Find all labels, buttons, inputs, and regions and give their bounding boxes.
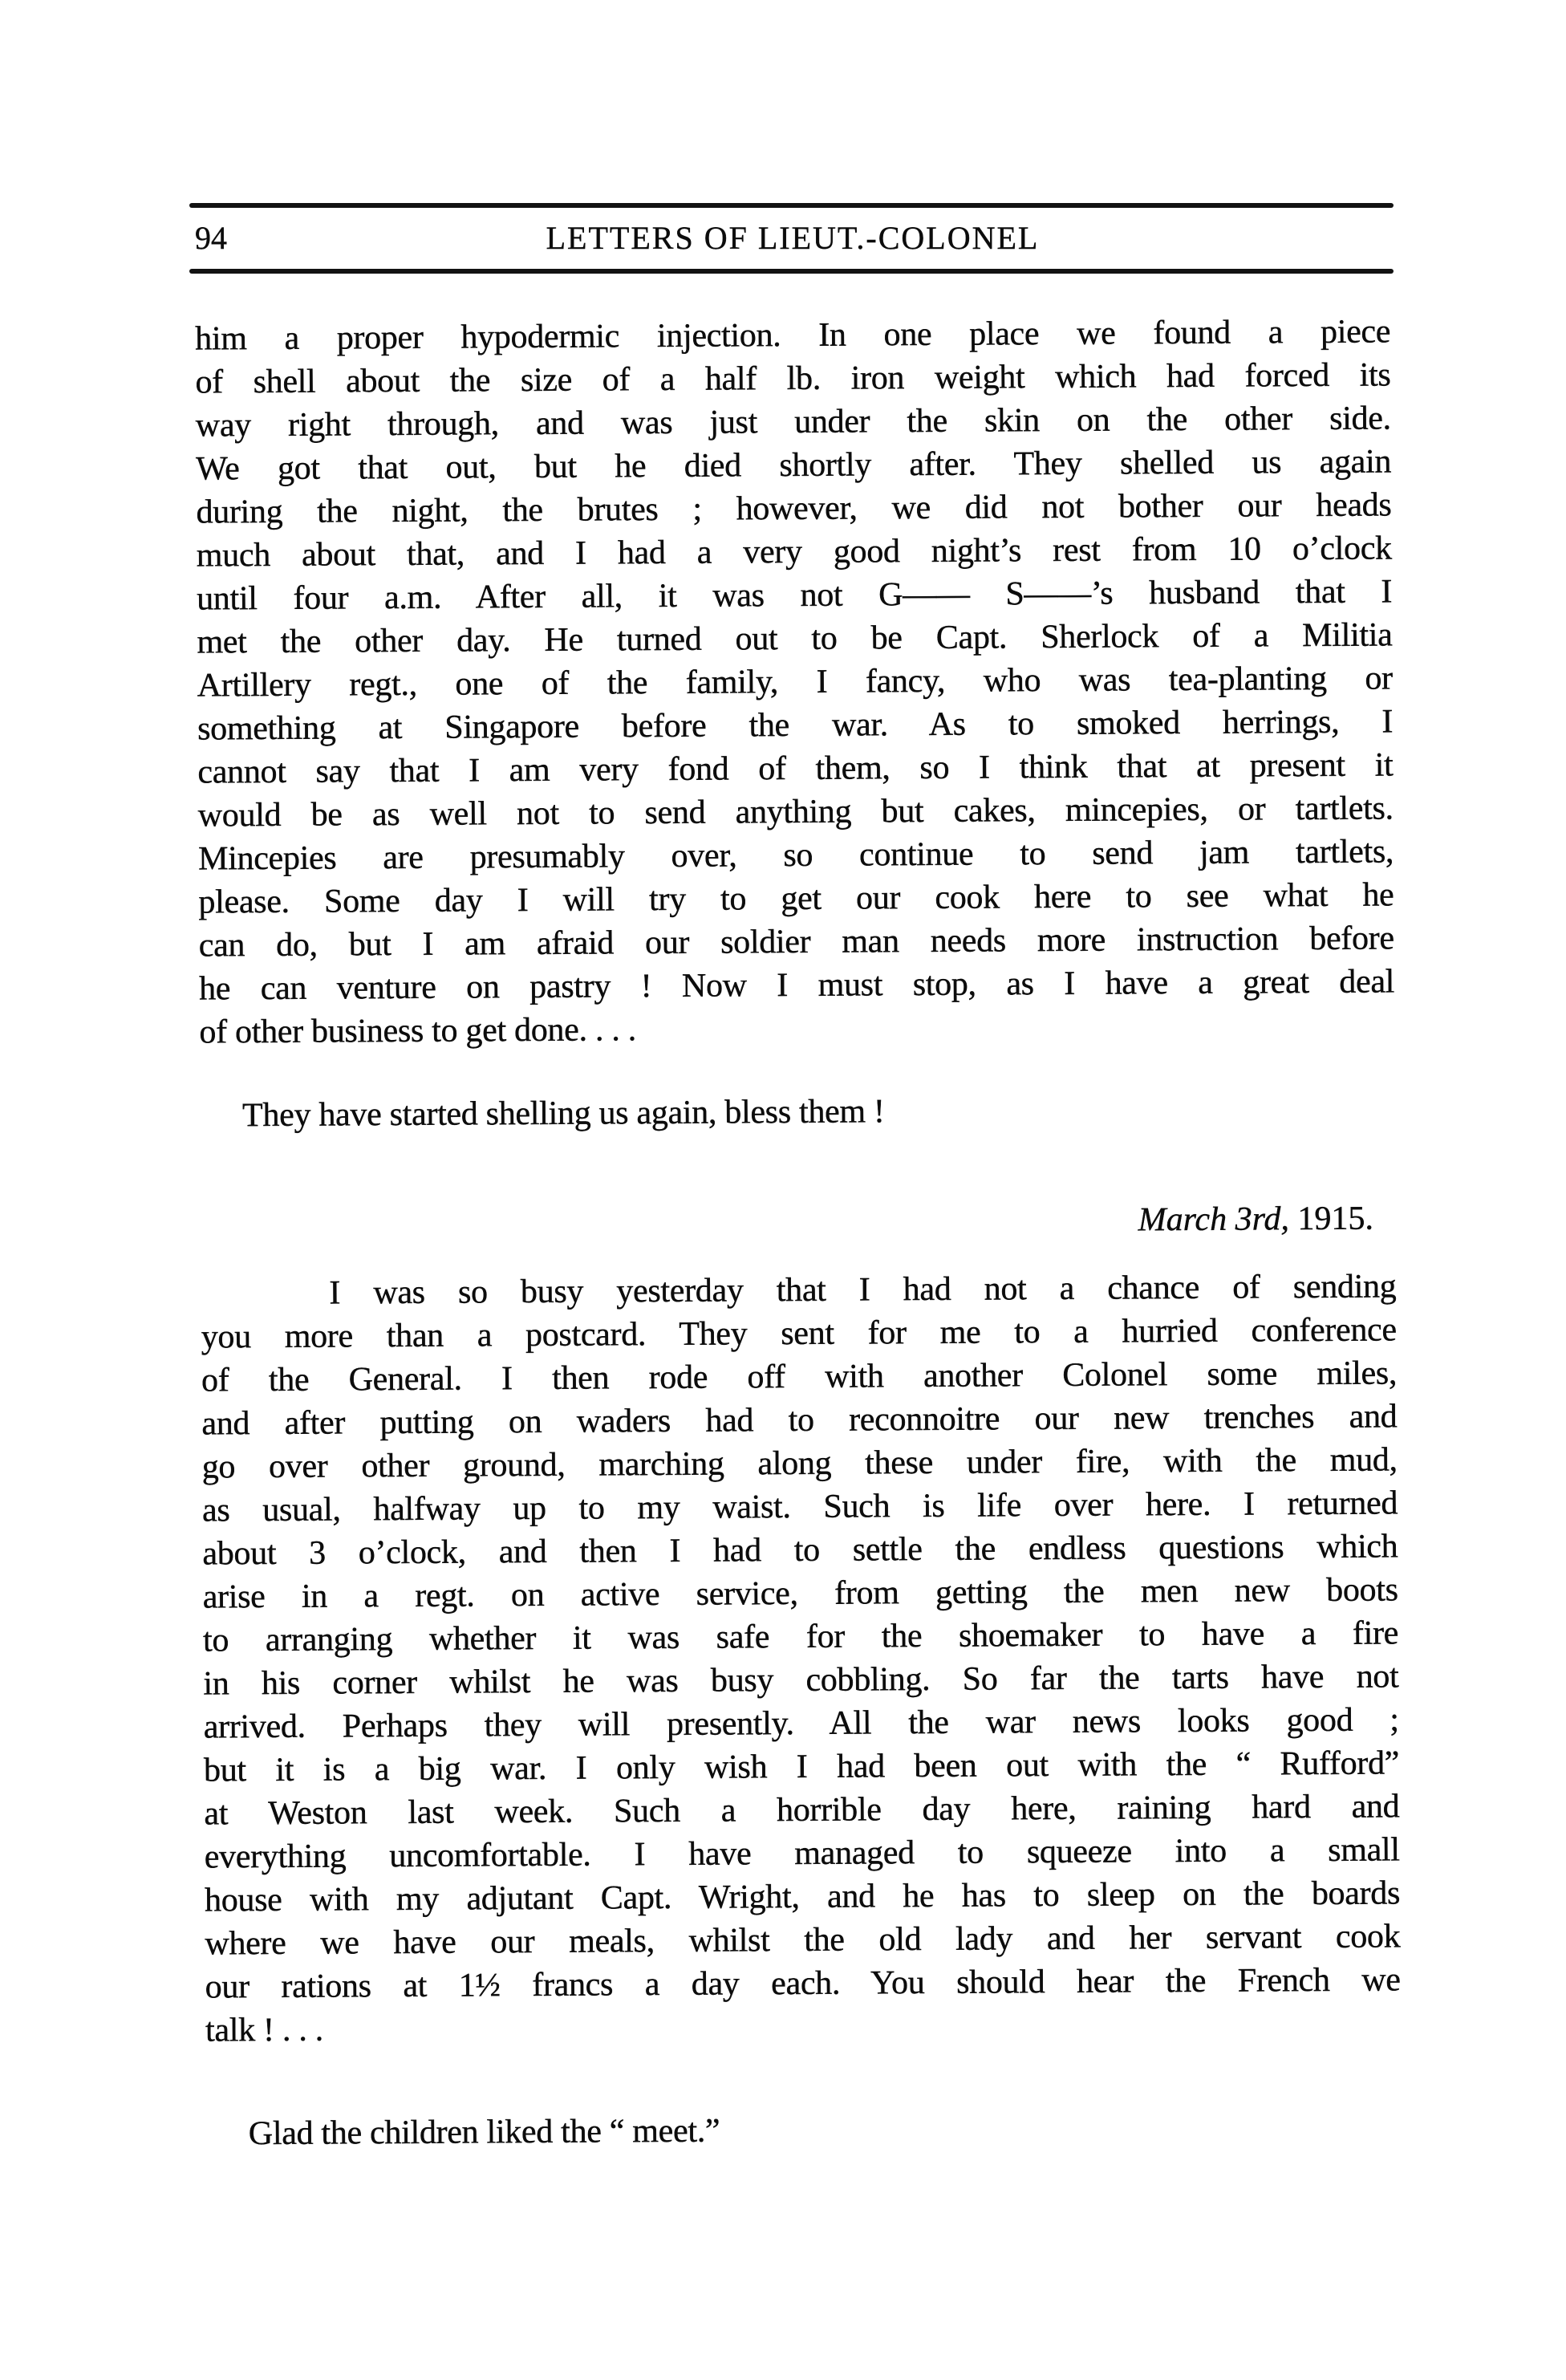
running-header (0, 0, 1566, 274)
text-line: Glad the children liked the “ meet.” (248, 2112, 720, 2153)
text-line: about 3 o’clock, and then I had to settle the endless questions which (202, 1528, 1398, 1573)
text-line: where we have our meals, whilst the old lady and her servant cook (205, 1918, 1401, 1963)
text-line: in his corner whilst he was busy cobbling. So far the tarts have not (203, 1658, 1399, 1703)
text-line: during the night, the brutes ; however, we did not bother our heads (196, 486, 1392, 531)
page-body (195, 310, 1402, 2155)
text-line: I was so busy yesterday that I had not a chance of sending (329, 1268, 1397, 1312)
paragraph-closing (206, 2105, 1402, 2155)
text-line: but it is a big war. I only wish I had been out with the “ Rufford” (203, 1744, 1400, 1789)
paragraph-letter1-continuation (195, 310, 1395, 1054)
text-line: at Weston last week. Such a horrible day here, raining hard and (204, 1788, 1400, 1833)
dateline-date: March 3rd, (1138, 1200, 1290, 1239)
text-line: something at Singapore before the war. As to smoked herrings, I (197, 703, 1394, 748)
text-line: he can venture on pastry ! Now I must stop, as I have a great deal (198, 963, 1395, 1008)
text-line: him a proper hypodermic injection. In one place we found a piece (195, 313, 1391, 358)
text-line: house with my adjutant Capt. Wright, and he has to sleep on the boards (204, 1874, 1401, 1919)
text-line: until four a.m. After all, it was not G—— S——’s husband that I (197, 573, 1393, 618)
text-line: much about that, and I had a very good night’s rest from 10 o’clock (196, 530, 1392, 575)
text-line: you more than a postcard. They sent for me to a hurried conference (201, 1311, 1397, 1356)
text-line: everything uncomfortable. I have managed to squeeze into a small (204, 1831, 1400, 1876)
text-line: of the General. I then rode off with another Colonel some miles, (201, 1354, 1398, 1399)
text-line: They have started shelling us again, bless them ! (241, 1093, 885, 1135)
text-line: arrived. Perhaps they will presently. All the war news looks good ; (203, 1701, 1399, 1746)
letter-dateline (201, 1196, 1396, 1247)
text-line: Mincepies are presumably over, so continue to send jam tartlets, (197, 833, 1394, 878)
text-line: arise in a regt. on active service, from getting the men new boots (202, 1571, 1398, 1616)
text-line: and after putting on waders had to reconnoitre our new trenches and (201, 1398, 1398, 1443)
text-line: as usual, halfway up to my waist. Such is life over here. I returned (201, 1484, 1398, 1529)
paragraph-shelling (200, 1086, 1395, 1137)
text-line: Artillery regt., one of the family, I fancy, who was tea-planting or (197, 660, 1393, 705)
header-row (195, 208, 1390, 269)
page-number: 94 (195, 220, 227, 256)
paragraph-letter2-march3 (201, 1265, 1401, 2052)
text-line: please. Some day I will try to get our cook here to see what he (198, 876, 1394, 921)
text-line: go over other ground, marching along these under fire, with the mud, (201, 1441, 1398, 1486)
header-title: LETTERS OF LIEUT.-COLONEL (546, 220, 1040, 256)
text-line: way right through, and was just under the skin on the other side. (195, 400, 1391, 445)
text-line: can do, but I am afraid our soldier man needs more instruction before (198, 920, 1394, 965)
text-line: of other business to get done. . . . (199, 1011, 637, 1051)
text-line: cannot say that I am very fond of them, so I think that at present it (197, 746, 1394, 791)
text-line: talk ! . . . (205, 2011, 324, 2049)
text-line: our rations at 1½ francs a day each. You should hear the French we (205, 1961, 1401, 2006)
text-line: We got that out, but he died shortly after. They shelled us again (196, 443, 1392, 488)
header-rule-bottom (189, 269, 1394, 274)
text-line: would be as well not to send anything but cakes, mincepies, or tartlets. (197, 790, 1394, 835)
text-line: of shell about the size of a half lb. iron weight which had forced its (195, 356, 1391, 401)
dateline-year: 1915. (1288, 1200, 1374, 1238)
text-line: to arranging whether it was safe for the shoemaker to have a fire (202, 1614, 1399, 1659)
text-line: met the other day. He turned out to be Capt. Sherlock of a Militia (197, 616, 1393, 661)
